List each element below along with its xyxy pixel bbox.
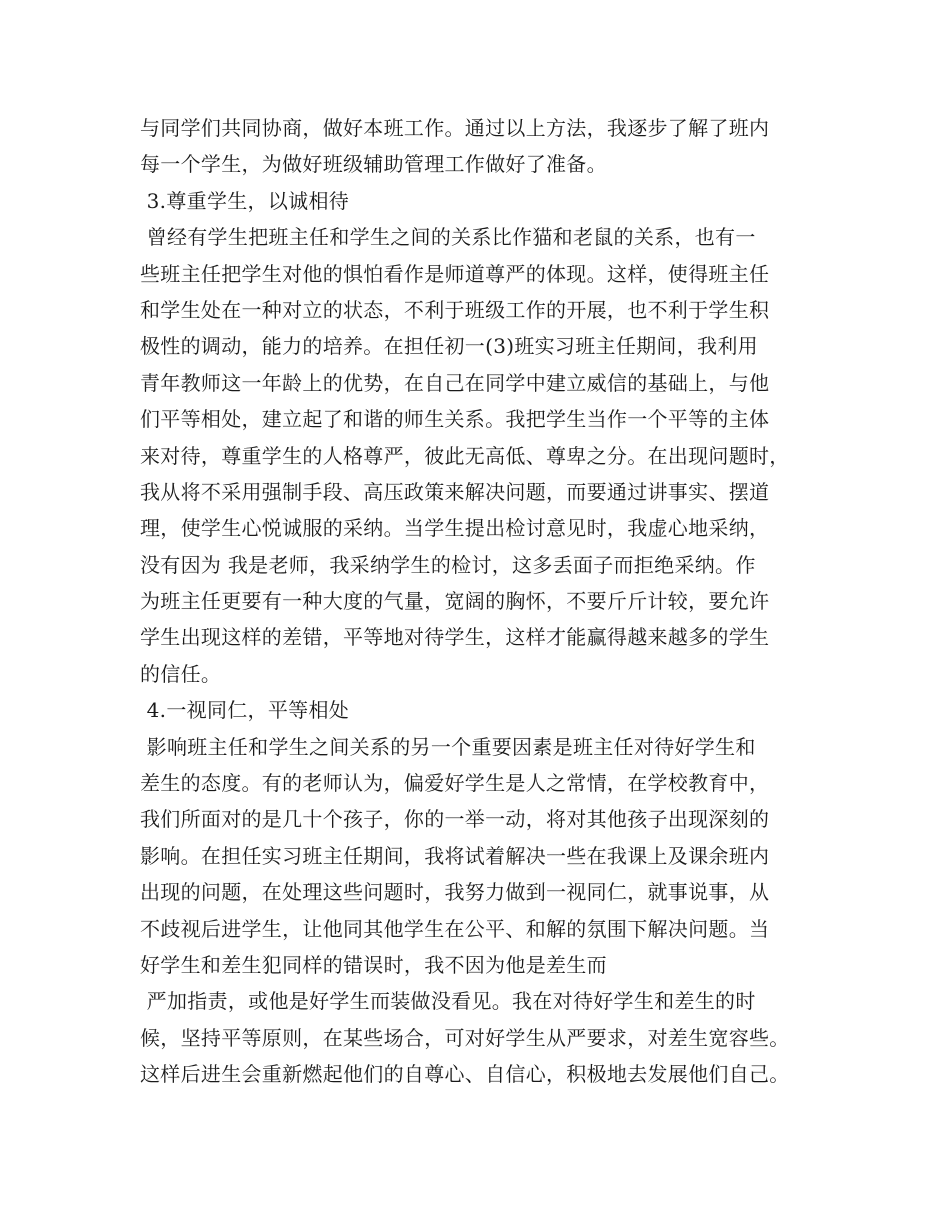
text-line: 好学生和差生犯同样的错误时，我不因为他是差生而 [140, 952, 607, 977]
text-line: 曾经有学生把班主任和学生之间的关系比作猫和老鼠的关系，也有一 [140, 225, 756, 250]
text-line: 们平等相处，建立起了和谐的师生关系。我把学生当作一个平等的主体 [140, 407, 770, 432]
text-line: 学生出现这样的差错，平等地对待学生，这样才能赢得越来越多的学生 [140, 625, 770, 650]
text-line: 严加指责，或他是好学生而装做没看见。我在对待好学生和差生的时 [140, 989, 756, 1014]
text-line: 我们所面对的是几十个孩子，你的一举一动，将对其他孩子出现深刻的 [140, 807, 770, 832]
text-line: 候，坚持平等原则，在某些场合，可对好学生从严要求，对差生宽容些。 [140, 1025, 790, 1050]
text-line: 出现的问题，在处理这些问题时，我努力做到一视同仁，就事说事，从 [140, 880, 770, 905]
text-line: 青年教师这一年龄上的优势，在自己在同学中建立威信的基础上，与他 [140, 370, 770, 395]
text-line: 理，使学生心悦诚服的采纳。当学生提出检讨意见时，我虚心地采纳， [140, 516, 770, 541]
text-line: 为班主任更要有一种大度的气量，宽阔的胸怀，不要斤斤计较，要允许 [140, 589, 770, 614]
section-heading: 4.一视同仁，平等相处 [140, 698, 350, 723]
text-line: 和学生处在一种对立的状态，不利于班级工作的开展，也不利于学生积 [140, 297, 770, 322]
text-line: 些班主任把学生对他的惧怕看作是师道尊严的体现。这样，使得班主任 [140, 261, 770, 286]
text-line: 影响班主任和学生之间关系的另一个重要因素是班主任对待好学生和 [140, 734, 756, 759]
text-line: 来对待，尊重学生的人格尊严，彼此无高低、尊卑之分。在出现问题时， [140, 443, 790, 468]
text-line: 不歧视后进学生，让他同其他学生在公平、和解的氛围下解决问题。当 [140, 916, 770, 941]
text-line: 的信任。 [140, 661, 222, 686]
text-line: 影响。在担任实习班主任期间，我将试着解决一些在我课上及课余班内 [140, 843, 770, 868]
text-line: 没有因为 我是老师，我采纳学生的检讨，这多丢面子而拒绝采纳。作 [140, 552, 756, 577]
text-line: 差生的态度。有的老师认为，偏爱好学生是人之常情，在学校教育中， [140, 771, 770, 796]
text-line: 极性的调动，能力的培养。在担任初一(3)班实习班主任期间，我利用 [140, 334, 758, 359]
text-line: 每一个学生，为做好班级辅助管理工作做好了准备。 [140, 152, 607, 177]
text-line: 这样后进生会重新燃起他们的自尊心、自信心，积极地去发展他们自己。 [140, 1062, 790, 1087]
text-line: 我从将不采用强制手段、高压政策来解决问题，而要通过讲事实、摆道 [140, 479, 770, 504]
text-line: 与同学们共同协商，做好本班工作。通过以上方法，我逐步了解了班内 [140, 116, 770, 140]
document-body [140, 110, 840, 1093]
section-heading: 3.尊重学生，以诚相待 [140, 188, 350, 213]
